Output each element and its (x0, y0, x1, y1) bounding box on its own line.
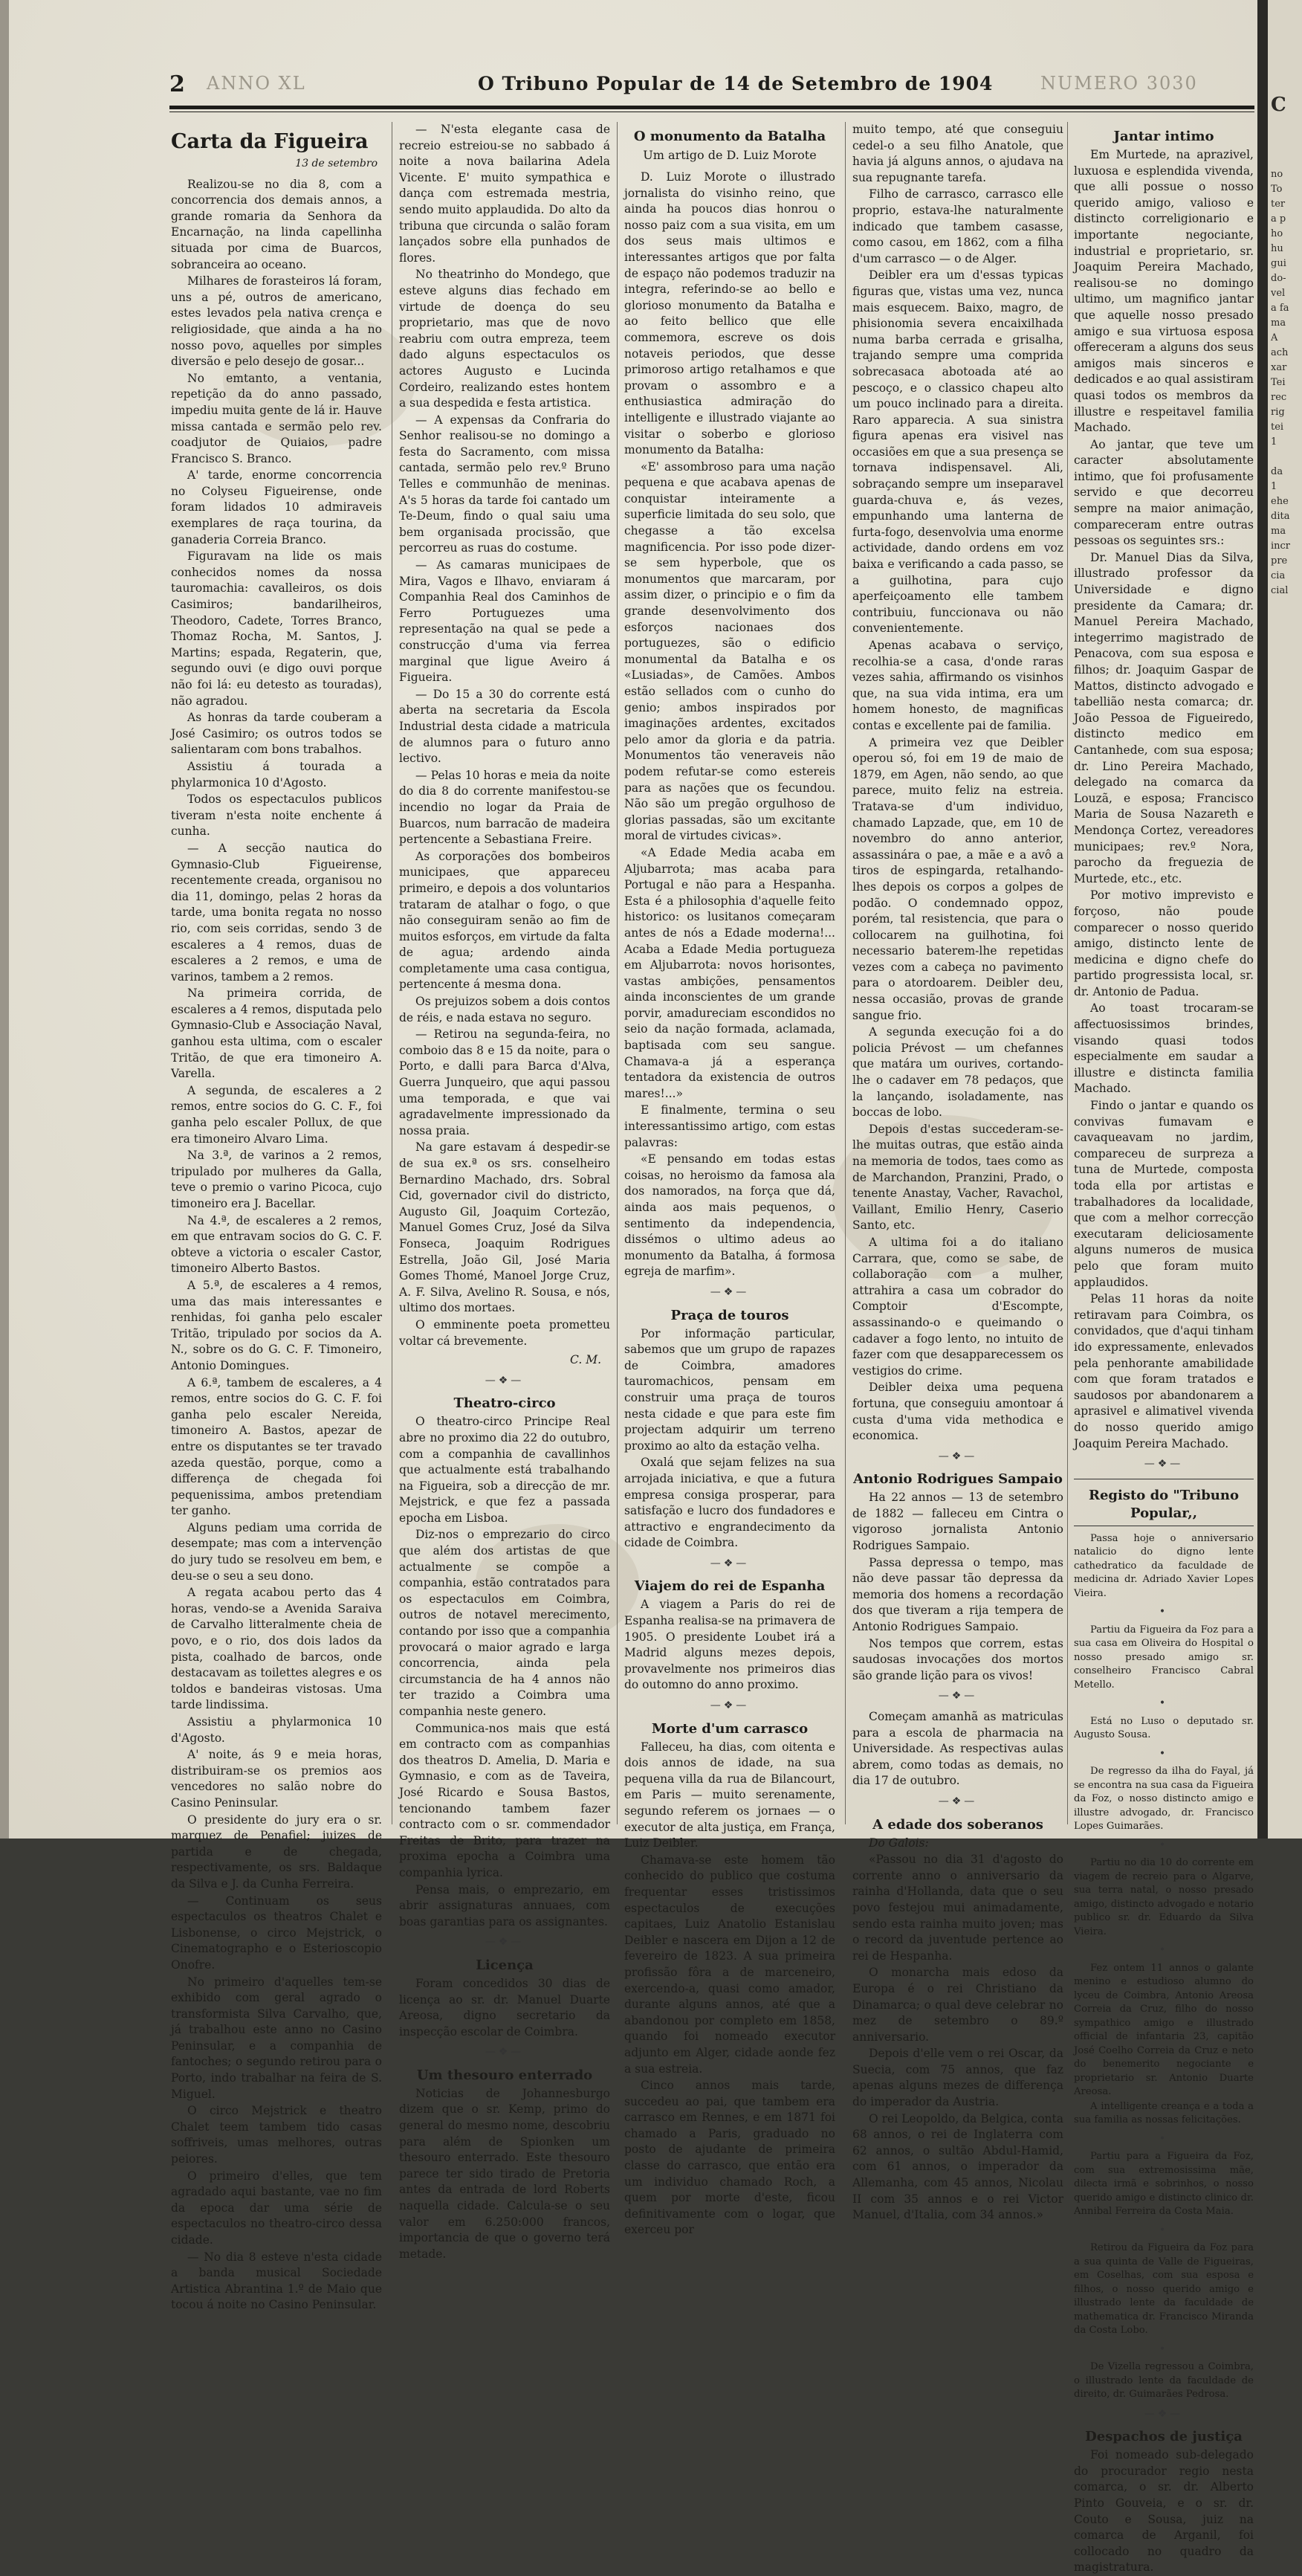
ornament-divider: —❖— (710, 1557, 750, 1569)
fragment: ho (1271, 228, 1283, 239)
paragraph: Nos tempos que correm, estas saudosas invocações dos mortos são grande lição para os vivos! (852, 1636, 1063, 1682)
list-item: De regresso da ilha do Fayal, já se encontra na sua casa da Figueira da Foz, o nosso distincto amigo e illustre advogado, dr. Francisco Lopes Guimarães. (1074, 1766, 1254, 1833)
paragraph: Ha 22 annos — 13 de setembro de 1882 — falleceu em Cintra o vigoroso jornalista Antonio Rodrigues Sampaio. (852, 1491, 1063, 1553)
ornament-divider: • (1159, 1944, 1169, 1957)
paragraph: Figuravam na lide os mais conhecidos nomes da nossa tauromachia: cavalleiros, os dois Casimiros; bandarilheiros, Theodoro, Cadete, Torres Branco, Thomaz Rocha, M. Santos, J. Martins; espada, Regaterin, que, segundo ouvi (e digo ouvi porque não foi lá: eu detesto as touradas), não agradou. (171, 549, 382, 708)
ornament-divider: —❖— (938, 1690, 978, 1702)
paragraph: E finalmente, termina o seu interessantissimo artigo, com estas palavras: (624, 1103, 835, 1149)
page-left-edge (0, 0, 9, 1839)
paragraph: — Retirou na segunda-feira, no comboio das 8 e 15 da noite, para o Porto, e dalli para Barca d'Alva, Guerra Junqueiro, que aqui passou uma temporada, e que vai agradavelmente impressionado da nossa praia. (399, 1027, 610, 1137)
section-heading: Theatro-circo (453, 1395, 556, 1412)
paragraph: Realizou-se no dia 8, com a concorrencia dos demais annos, a grande romaria da Senhora da Encarnação, na linda capellinha situada por cima de Buarcos, sobranceira ao oceano. (171, 177, 382, 271)
paragraph: A' noite, ás 9 e meia horas, distribuiram-se os premios aos vencedores no salão nobre do Casino Peninsular. (171, 1748, 382, 1810)
fragment: ter (1271, 198, 1286, 210)
section-heading: Um thesouro enterrado (416, 2067, 593, 2083)
paragraph: — A secção nautica do Gymnasio-Club Figueirense, recentemente creada, organisou no dia 11, domingo, pelas 2 horas da tarde, uma bonita regata no nosso rio, com seis corridas, sendo 3 de escaleres a 4 remos, duas de escaleres a 2 remos, e uma de varinos, tambem a 2 remos. (171, 841, 382, 984)
fragment: 1 (1271, 481, 1277, 492)
section-heading: Morte d'um carrasco (651, 1720, 809, 1737)
paragraph: O circo Mejstrick e theatro Chalet teem tambem tido casas soffriveis, umas melhores, outras peiores. (171, 2104, 382, 2166)
paragraph: Deibler era um d'essas typicas figuras que, vistas uma vez, nunca mais esquecem. Baixo, magro, de phisionomia severa encaixilhada numa barba cerrada e grisalha, trajando sempre uma comprida sobrecasaca abotoada até ao pescoço, e o classico chapeu alto um pouco inclinado para a direita. Raro apparecia. A sua sinistra figura apenas era visivel nas occasiões em que a sua presença se tornava indispensavel. Ali, sobraçando sempre um inseparavel guarda-chuva e, ás vezes, empunhando uma lanterna de furta-fogo, desenvolvia uma enorme actividade, dando ordens em voz baixa e verificando a cada passo, se a guilhotina, para cujo aperfeiçoamento elle tambem contribuiu, funccionava ou não convenientemente. (852, 268, 1063, 636)
paragraph: O theatro-circo Principe Real abre no proximo dia 22 do outubro, com a companhia de cavallinhos que actualmente está trabalhando na Figueira, sob a direcção de mr. Mejstrick, e que fez a passada epocha em Lisboa. (399, 1415, 610, 1525)
page-number: 2 (169, 71, 185, 97)
paragraph: O primeiro d'elles, que tem agradado aqui bastante, vae no fim da epoca dar uma série de espectaculos no theatro-circo dessa cidade. (171, 2169, 382, 2247)
section-heading: Jantar intimo (1113, 129, 1214, 144)
paragraph: A 5.ª, de escaleres a 4 remos, uma das mais interessantes e renhidas, foi ganha pelo escaler Tritão, tripulado por socios da A. N., sobre os do G. C. F. Timoneiro, Antonio Domingues. (171, 1278, 382, 1372)
paragraph: Ao jantar, que teve um caracter absolutamente intimo, que foi profusamente servido e que decorreu sempre na maior animação, compareceram entre outras pessoas os seguintes srs.: (1074, 437, 1254, 548)
column-4 (852, 122, 1063, 2222)
ornament-divider: —❖— (710, 1699, 750, 1712)
section-heading: A edade dos soberanos (872, 1816, 1043, 1833)
fragment: dita (1271, 511, 1290, 522)
ornament-divider: • (1159, 1747, 1169, 1760)
fragment: tei (1271, 422, 1284, 433)
paragraph: No theatrinho do Mondego, que esteve alguns dias fechado em virtude de doença do seu proprietario, mas que de novo reabriu com outra empreza, teem dado alguns espectaculos os actores Augusto e Lucinda Cordeiro, realizando estes hontem a sua despedida e festa artistica. (399, 268, 610, 410)
list-item: Está no Luso o deputado sr. Augusto Sousa. (1074, 1715, 1254, 1741)
list-item: Retirou da Figueira da Foz para a sua quinta de Valle de Figueiras, em Coselhas, com sua esposa e filhos, o nosso querido amigo e illustrado lente da faculdade de mathematica dr. Francisco Miranda da Costa Lobo. (1074, 2242, 1254, 2337)
fragment: cia (1271, 570, 1286, 581)
fragment: a p (1271, 213, 1286, 225)
ornament-divider: • (1159, 2224, 1169, 2236)
registo-box (1074, 1479, 1254, 1526)
paragraph: Chamava-se este homem tão conhecido do publico que costuma frequentar esses tristissimos espectaculos de execuções capitaes, Luiz Anatolio Estanislau Deibler e nascera em Dijon a 12 de fevereiro de 1823. A sua primeira profissão fôra a de marceneiro, exercendo-a, quasi como amador, durante alguns annos, até que a abandonou por completo em 1858, quando foi nomeado executor adjunto em Alger, cidade aonde fez a sua estreia. (624, 1853, 835, 2076)
fragment: 1 (1271, 436, 1277, 448)
column-5 (1074, 122, 1254, 2575)
ornament-divider: —❖— (938, 1795, 978, 1807)
column-divider (617, 122, 618, 1824)
paragraph: — N'esta elegante casa de recreio estreiou-se no sabbado á noite a nova bailarina Adela Vicente. E' muito sympathica e dança com estremada mestria, sendo muito applaudida. Do alto da tribuna que circunda o salão foram lançados sobre ella punhados de flores. (399, 123, 610, 265)
paragraph: Dr. Manuel Dias da Silva, illustrado professor da Universidade e digno presidente da Camara; dr. Manuel Pereira Machado, integerrimo magistrado de Penacova, com sua esposa e filhos; dr. Joaquim Gaspar de Mattos, distincto advogado e tabellião nesta comarca; dr. João Pessoa de Figueiredo, distincto medico em Cantanhede, com sua esposa; dr. Lino Pereira Machado, delegado na comarca da Louzã, e esposa; Francisco Maria de Sousa Nazareth e Mendonça Cortez, vereadores municipaes; rev.º Nora, parocho da freguezia de Murtede, etc., etc. (1074, 550, 1254, 885)
paragraph: A viagem a Paris do rei de Espanha realisa-se na primavera de 1905. O presidente Loubet irá a Madrid alguns mezes depois, provavelmente nos primeiros dias do outomno do anno proximo. (624, 1598, 835, 1692)
paragraph: — A expensas da Confraria do Senhor realisou-se no domingo a festa do Sacramento, com missa cantada, sermão pelo rev.º Bruno Telles e communhão de meninas. A's 5 horas da tarde foi cantado um Te-Deum, findo o qual saiu uma bem organisada procissão, que percorreu as ruas do costume. (399, 413, 610, 555)
article-body (171, 177, 382, 2314)
list-item: Fez ontem 11 annos o galante menino e estudioso alumno do lyceu de Coimbra, Antonio Areosa Correia da Cruz, filho do nosso sympathico amigo e illustrado official de infantaria 23, capitão José Coelho Correia da Cruz e neto do benemerito negociante e proprietario sr. Antonio Duarte Areosa. (1074, 1962, 1254, 2098)
fragment: incr (1271, 540, 1291, 552)
paragraph: D. Luiz Morote o illustrado jornalista do visinho reino, que ainda ha poucos dias honrou o nosso paiz com a sua visita, em um dos seus mais ultimos e interessantes artigos que por falta de espaço não podemos traduzir na integra, referindo-se ao bello e glorioso monumento da Batalha e ao feito bellico que elle commemora, escreve os dois notaveis periodos, que desse primoroso artigo retalhamos e que provam o assombro e a enthusiastica admiração do intelligente e illustrado viajante ao visitar o soberbo e glorioso monumento da Batalha: (624, 170, 835, 457)
ornament-divider: —❖— (485, 1936, 525, 1949)
paragraph: O rei Leopoldo, da Belgica, conta 68 annos, o rei de Inglaterra com 62 annos, o sultão Abdul-Hamid, com 61 annos, o imperador da Allemanha, com 45 annos, Nicolau II com 35 annos e o rei Victor Manuel, d'Italia, com 34 annos.» (852, 2111, 1063, 2222)
paragraph: Pelas 11 horas da noite retiravam para Coimbra, os convidados, que d'aqui tinham ido expressamente, enlevados pela penhorante amabilidade com que foram tratados e saudosos por abandonarem a aprasivel e alimativel vivenda do nosso querido amigo Joaquim Pereira Machado. (1074, 1292, 1254, 1450)
paragraph: Depois d'estas succederam-se-lhe muitas outras, que estão ainda na memoria de todos, taes como as de Marchandon, Pranzini, Prado, o tenente Anastay, Vacher, Ravachol, Vaillant, Emilio Henry, Caserio Santo, etc. (852, 1122, 1063, 1233)
fragment: Tei (1271, 377, 1286, 388)
paragraph: Por motivo imprevisto e forçoso, não poude comparecer o nosso querido amigo, distincto lente de medicina e digno chefe do partido progressista local, sr. dr. Antonio de Padua. (1074, 888, 1254, 998)
list-item: Partiu da Figueira da Foz para a sua casa em Oliveira do Hospital o nosso presado amigo sr. conselheiro Francisco Cabral Metello. (1074, 1624, 1254, 1691)
fragment: ma (1271, 526, 1286, 537)
fragment: a fa (1271, 303, 1289, 314)
paragraph: A' tarde, enorme concorrencia no Colyseu Figueirense, onde foram lidados 10 admiraveis exemplares de raça tourina, da ganaderia Correia Branco. (171, 468, 382, 546)
section-subheading: Um artigo de D. Luiz Morote (643, 148, 817, 162)
fragment: xar (1271, 362, 1287, 373)
paragraph: Começam amanhã as matriculas para a escola de pharmacia na Universidade. As respectivas aulas abrem, como todas as demais, no dia 17 de outubro. (852, 1710, 1063, 1788)
paragraph: Por informação particular, sabemos que um grupo de rapazes de Coimbra, amadores tauromachicos, pensam em construir uma praça de touros nesta cidade e que para este fim projectam adquirir um terreno proximo ao alto da estação velha. (624, 1326, 835, 1453)
paragraph: Deibler deixa uma pequena fortuna, que conseguiu amontoar á custa d'uma vida methodica e economica. (852, 1381, 1063, 1443)
fragment: rec (1271, 392, 1287, 403)
article-signature: C. M. (570, 1353, 601, 1367)
paragraph: A ultima foi a do italiano Carrara, que, como se sabe, de collaboração com a mulher, attrahira a casa um cobrador do Comptoir d'Escompte, assassinando-o e queimando o cadaver a fogo lento, no intuito de fazer com que desapparecessem os vestigios do crime. (852, 1235, 1063, 1378)
paragraph: Depois d'elle vem o rei Oscar, da Suecia, com 75 annos, que faz apenas alguns mezes de differença do imperador da Austria. (852, 2047, 1063, 2109)
paragraph: Filho de carrasco, carrasco elle proprio, estava-lhe naturalmente indicado que tambem casasse, como casou, em 1862, com a filha d'um carrasco — o de Alger. (852, 187, 1063, 265)
fragment: vel (1271, 288, 1286, 299)
paragraph: A primeira vez que Deibler operou só, foi em 19 de maio de 1879, em Agen, não sendo, ao que parece, muito feliz na estreia. Tratava-se d'um individuo, chamado Lapzade, que, em 10 de novembro do anno anterior, assassinára o pae, a mãe e a avô a tiros de espingarda, retalhando-lhes depois os corpos a golpes de podão. O condemnado oppoz, porém, tal resistencia, que para o collocarem na guilhotina, foi necessario baterem-lhe repetidas vezes com a cabeça no pavimento para o atordoarem. Deibler deu, nessa occasião, provas de grande sangue frio. (852, 735, 1063, 1022)
paragraph: — Continuam os seus espectaculos os theatros Chalet e Lisbonense, o circo Mejstrick, o Cinematographo e o Esterioscopio Onofre. (171, 1894, 382, 1972)
list-item: A intelligente creança e a toda a sua familia as nossas felicitações. (1074, 2100, 1254, 2126)
paragraph: Findo o jantar e quando os convivas fumavam e cavaqueavam no jardim, compareceu de surpreza a tuna de Murtede, composta toda ella por artistas e trabalhadores da localidade, que com a melhor correcção executaram deliciosamente alguns numeros de musica pelo que foram muito applaudidos. (1074, 1099, 1254, 1289)
paragraph: «E pensando em todas estas coisas, no heroismo da famosa ala dos namorados, na força que dá, ainda aos mais pequenos, o sentimento da independencia, dissémos o ultimo adeus ao monumento da Batalha, á formosa egreja de marfim». (624, 1152, 835, 1279)
paragraph: «E' assombroso para uma nação pequena e que acabava apenas de conquistar inteiramente a superficie limitada do seu solo, que chegasse a tão excelsa magnificencia. Por isso pode dizer-se sem hyperbole, que os monumentos que marcaram, por assim dizer, o principio e o fim da grande desenvolvimento dos esforços nacionaes dos portuguezes, são o edificio monumental da Batalha e os «Lusiadas», de Camões. Ambos estão sellados com o cunho do genio; ambos inspirados por imaginações ardentes, excitados pelo amor da gloria e da patria. Monumentos tão veneraveis não podem refutar-se como estereis para as nações que os fecundou. Não são um pregão orgulhoso de glorias passadas, são um excitante moral de virtudes civicas». (624, 459, 835, 843)
fragment: To (1271, 184, 1283, 195)
paragraph: Assistiu a phylarmonica 10 d'Agosto. (171, 1715, 382, 1745)
fragment: cial (1271, 585, 1289, 596)
paragraph: As corporações dos bombeiros municipaes, que appareceu primeiro, e depois a dos voluntarios trataram de atalhar o fogo, o que não conseguiram senão ao fim de muitos esforços, em virtude da falta de agua; ardendo ainda completamente uma casa contigua, pertencente á mesma dona. (399, 849, 610, 992)
column-3 (624, 122, 835, 2237)
paragraph: «A Edade Media acaba em Aljubarrota; mas acaba para Portugal e não para a Hespanha. Esta é a philosophia d'aquelle feito historico: os lusitanos começaram antes de nós a Edade moderna!... Acaba a Edade Media portugueza em Aljubarrota: novos horisontes, vastas ambições, pensamentos ainda inconscientes de um grande porvir, amadureciam escondidos no seio da nação formada, aclamada, baptisada com seu sangue. Chamava-a já a esperança tentadora da existencia de outros mares!...» (624, 845, 835, 1100)
paragraph: Na 4.ª, de escaleres a 2 remos, em que entravam socios do G. C. F. obteve a victoria o escaler Castor, timoneiro Alberto Bastos. (171, 1213, 382, 1276)
ornament-divider: —❖— (938, 1450, 978, 1462)
section-heading: Registo do "Tribuno Popular,, (1089, 1487, 1239, 1521)
paragraph: O monarcha mais edoso da Europa é o rei Christiano da Dinamarca; o qual deve celebrar no mez de setembro o 89.º anniversario. (852, 1966, 1063, 2044)
paragraph: Em Murtede, na aprazivel, luxuosa e esplendida vivenda, que alli possue o nosso querido amigo, valioso e distincto correligionario e importante negociante, industrial e proprietario, sr. Joaquim Pereira Machado, realisou-se no domingo ultimo, um magnifico jantar que aquelle nosso presado amigo e sua virtuosa esposa offereceram a alguns dos seus amigos mais sinceros e dedicados e ao qual assistiram quasi todos os membros da illustre e respeitavel familia Machado. (1074, 148, 1254, 435)
column-2 (399, 122, 610, 2261)
masthead-rule (169, 106, 1254, 109)
fragment: ach (1271, 347, 1289, 358)
bleed-through-text-left: ANNO XL (207, 73, 306, 94)
ornament-divider: —❖— (1144, 1458, 1184, 1471)
ornament-divider: • (1159, 1606, 1169, 1618)
column-divider (1067, 122, 1068, 1824)
fragment: no (1271, 169, 1283, 180)
paragraph: A segunda execução foi a do policia Prévost — um chefannes que matára um ourives, cortando-lhe o cadaver em 78 pedaços, que la lançando, isoladamente, nas boccas de lobo. (852, 1025, 1063, 1120)
paragraph: Diz-nos o emprezario do circo que além dos artistas de que actualmente se compõe a companhia, estão contratados para os espectaculos em Coimbra, outros de notavel merecimento, contando por isso que a companhia provocará o maior agrado e larga concorrencia, ainda pela circumstancia de ha 4 annos não ter trazido a Coimbra uma companhia neste genero. (399, 1528, 610, 1718)
paragraph: A 6.ª, tambem de escaleres, a 4 remos, entre socios do G. C. F. foi ganha pelo escaler Nereida, timoneiro A. Bastos, apezar de entre os disputantes se ter travado azeda questão, porque, como a differença de chegada foi pequenissima, ambos pretendiam ter ganho. (171, 1375, 382, 1518)
paragraph: Noticias de Johannesburgo dizem que o sr. Kemp, primo do general do mesmo nome, descobriu para além de Spionken um thesouro enterrado. Este thesouro parece ter sido tirado de Pretoria antes da entrada de lord Roberts naquella cidade. Calcula-se o seu valor em 6.250:000 francos, importancia de que o governo terá metade. (399, 2086, 610, 2261)
paragraph: — No dia 8 esteve n'esta cidade a banda musical Sociedade Artistica Abrantina 1.º de Maio que tocou á noite no Casino Peninsular. (171, 2250, 382, 2312)
fragment: rig (1271, 407, 1285, 418)
masthead (169, 71, 1254, 104)
section-heading: Viajem do rei de Espanha (634, 1578, 826, 1595)
paragraph: Falleceu, ha dias, com oitenta e dois annos de idade, na sua pequena villa da rua de Bilancourt, em Paris — muito serenamente, segundo referem os jornaes — o executor de alta justiça, em França, Luiz Deibler. (624, 1740, 835, 1850)
ornament-divider: —❖— (1144, 2407, 1184, 2420)
paragraph: Na 3.ª, de varinos a 2 remos, tripulado por mulheres da Galla, teve o premio o varino Picoca, cujo timoneiro era J. Bacellar. (171, 1149, 382, 1210)
fragment: C (1271, 94, 1286, 116)
paragraph: No primeiro d'aquelles tem-se exhibido com geral agrado o transformista Silva Carvalho, que, já trabalhou este anno no Casino Peninsular, e a companhia de fantoches; o segundo retirou para o Porto, indo trabalhar na feira de S. Miguel. (171, 1975, 382, 2101)
ornament-divider: • (1159, 1839, 1169, 1851)
paragraph: Ao toast trocaram-se affectuosissimos brindes, visando quasi todos especialmente em saudar a illustre e distincta familia Machado. (1074, 1001, 1254, 1096)
paragraph: — Do 15 a 30 do corrente está aberta na secretaria da Escola Industrial desta cidade a matricula de alumnos para o futuro anno lectivo. (399, 687, 610, 766)
ornament-divider: —❖— (485, 2046, 525, 2059)
paragraph: Apenas acabava o serviço, recolhia-se a casa, d'onde raras vezes sahia, affirmando os visinhos que, na sua vida intima, era um homem honesto, de magnificas contas e excellente pai de familia. (852, 639, 1063, 732)
paragraph: Oxalá que sejam felizes na sua arrojada iniciativa, e que a futura empresa consiga prosperar, para satisfação e lucro dos fundadores e attractivo e engrandecimento da cidade de Coimbra. (624, 1456, 835, 1550)
fragment: da (1271, 466, 1283, 477)
column-1 (171, 122, 382, 2312)
list-item: De Vizella regressou a Coimbra, o illustrado lente da faculdade de direito, dr. Guimarães Pedrosa. (1074, 2361, 1254, 2401)
section-heading: Praça de touros (670, 1307, 789, 1323)
article-dateline: 13 de setembro (295, 158, 378, 170)
adjacent-page-edge (1268, 0, 1302, 1839)
ornament-divider: • (1159, 1697, 1169, 1710)
ornament-divider: —❖— (710, 1285, 750, 1298)
paragraph: A regata acabou perto das 4 horas, vendo-se a Avenida Saraiva de Carvalho litteralmente cheia de povo, e o rio, dos dois lados da pista, coalhado de barcos, onde destacavam as toilettes alegres e os toldos e bandeiras vistosas. Uma tarde lindissima. (171, 1586, 382, 1712)
fragment: do- (1271, 273, 1286, 284)
paragraph: Todos os espectaculos publicos tiveram n'esta noite enchente á cunha. (171, 793, 382, 839)
column-divider (845, 122, 846, 1824)
paragraph: Communica-nos mais que está em contracto com as companhias dos theatros D. Amelia, D. Maria e Gymnasio, e com as de Taveira, José Ricardo e Sousa Bastos, tencionando tambem fazer contracto com o sr. commendador Freitas de Brito, para trazer na proxima epocha a Coimbra uma companhia lyrica. (399, 1721, 610, 1879)
fragment: A (1271, 332, 1278, 343)
paragraph: Foi nomeado sub-delegado do procurador regio nesta comarca, o sr. dr. Alberto Pinto Gouveia, e o sr. dr. Couto e Sousa, juiz na comarca de Arganil, foi collocado no quadro da magistratura. (1074, 2448, 1254, 2575)
fragment: hu (1271, 243, 1283, 254)
paragraph: O presidente do jury era o sr. marquez de Penafiel; juizes de partida e de chegada, respectivamente, os srs. Baldaque da Silva e J. da Cunha Ferreira. (171, 1812, 382, 1891)
binding-spine (1257, 0, 1268, 1839)
paragraph: No emtanto, a ventania, repetição da do anno passado, impediu muita gente de lá ir. Hauve missa cantada e sermão pelo rev. coadjutor de Quiaios, padre Francisco S. Branco. (171, 371, 382, 465)
fragment: pre (1271, 555, 1288, 566)
paragraph: «Passou no dia 31 d'agosto do corrente anno o anniversario da rainha d'Hollanda, data que o seu povo festejou mui animadamente, sendo esta rainha muito joven; mas o record da juventude pertence ao rei de Hespanha. (852, 1853, 1063, 1963)
paragraph: O emminente poeta prometteu voltar cá brevemente. (399, 1317, 610, 1348)
list-item: Partiu para a Figueira da Foz, com sua extremosissima mãe, dilecta irmã e sobrinhos, o nosso querido amigo e distincto clinico dr. Annibal Ferreira da Costa Maia. (1074, 2151, 1254, 2218)
section-heading: O monumento da Batalha (633, 129, 826, 144)
section-source: Do Galois: (869, 1836, 929, 1850)
fragment: gui (1271, 258, 1286, 269)
paragraph: Milhares de forasteiros lá foram, uns a pé, outros de americano, estes levados pela nativa crença e religiosidade, que ainda a ha no nosso povo, aquelles por simples diversão e pelo desejo de gosar... (171, 274, 382, 369)
list-item: Partiu no dia 10 do corrente em viagem de recreio para o Algarve, sua terra natal, o nosso presado amigo, distincto advogado e notario publico sr. dr. Eduardo da Silva Vieira. (1074, 1857, 1254, 1937)
paragraph: Na gare estavam á despedir-se de sua ex.ª os srs. conselheiro Bernardino Machado, drs. Sobral Cid, governador civil do districto, Augusto Gil, Joaquim Cortezão, Manuel Gomes Cruz, José da Silva Fonseca, Joaquim Rodrigues Estrella, João Gil, José Maria Gomes Thomé, Manoel Jorge Cruz, A. F. Silva, Avelino R. Sousa, e nós, ultimo dos mortaes. (399, 1140, 610, 1315)
paragraph: — As camaras municipaes de Mira, Vagos e Ilhavo, enviaram á Companhia Real dos Caminhos de Ferro Portuguezes uma representação na qual se pede a construcção d'uma via ferrea marginal que ligue Aveiro á Figueira. (399, 558, 610, 685)
paragraph: Assistiu á tourada a phylarmonica 10 d'Agosto. (171, 759, 382, 790)
registo-list (1074, 1532, 1254, 2402)
article-heading: Carta da Figueira (171, 130, 369, 153)
paragraph: — Pelas 10 horas e meia da noite do dia 8 do corrente manifestou-se incendio no logar da Praia de Buarcos, num barracão de madeira pertencente a Sebastiana Freire. (399, 768, 610, 847)
paragraph: A segunda, de escaleres a 2 remos, entre socios do G. C. F., foi ganha pelo escaler Pollux, de que era timoneiro Alvaro Lima. (171, 1083, 382, 1146)
section-heading: Licença (476, 1957, 534, 1973)
paragraph: Passa depressa o tempo, mas não deve passar tão depressa da memoria dos homens a recordação dos que tiveram a rija tempera de Antonio Rodrigues Sampaio. (852, 1555, 1063, 1634)
paragraph: muito tempo, até que conseguiu cedel-o a seu filho Anatole, que havia já alguns annos, o ajudava na sua repugnante tarefa. (852, 123, 1063, 184)
paragraph: Cinco annos mais tarde, succedeu ao pai, que tambem era carrasco em Rennes, e em 1871 foi chamado a Paris, graduado no posto de ajudante de primeira classe do carrasco, que então era um individuo chamado Roch, a quem por morte d'este, ficou definitivamente com o logar, que exerceu por (624, 2079, 835, 2237)
paragraph: As honras da tarde couberam a José Casimiro; os outros todos se salientaram com bons trabalhos. (171, 711, 382, 757)
list-item: Passa hoje o anniversario natalicio do digno lente cathedratico da faculdade de medicina dr. Adriado Xavier Lopes Vieira. (1074, 1532, 1254, 1599)
ornament-divider: —❖— (485, 1374, 525, 1387)
paragraph: Foram concedidos 30 dias de licença ao sr. dr. Manuel Duarte Areosa, digno secretario da inspecção escolar de Coimbra. (399, 1976, 610, 2038)
paragraph: Alguns pediam uma corrida de desempate; mas com a intervenção do jury tudo se resolveu em bem, e deu-se o seu a seu dono. (171, 1520, 382, 1583)
paragraph: Na primeira corrida, de escaleres a 4 remos, disputada pelo Gymnasio-Club e Associação Naval, ganhou esta ultima, com o escaler Tritão, de que era timoneiro A. Varella. (171, 987, 382, 1081)
bleed-through-text-right: NUMERO 3030 (1040, 73, 1198, 94)
fragment: ehe (1271, 496, 1289, 507)
paragraph: Os prejuizos sobem a dois contos de réis, e nada estava no seguro. (399, 995, 610, 1024)
section-heading: Antonio Rodrigues Sampaio (853, 1471, 1063, 1488)
ornament-divider: • (1159, 2132, 1169, 2145)
newspaper-title: O Tribuno Popular de 14 de Setembro de 1904 (478, 73, 994, 94)
fragment: ma (1271, 317, 1286, 329)
section-heading: Despachos de justiça (1085, 2429, 1243, 2445)
ornament-divider: • (1159, 2343, 1169, 2355)
paragraph: Pensa mais, o emprezario, em abrir assignaturas annuaes, com boas garantias para os assignantes. (399, 1882, 610, 1928)
